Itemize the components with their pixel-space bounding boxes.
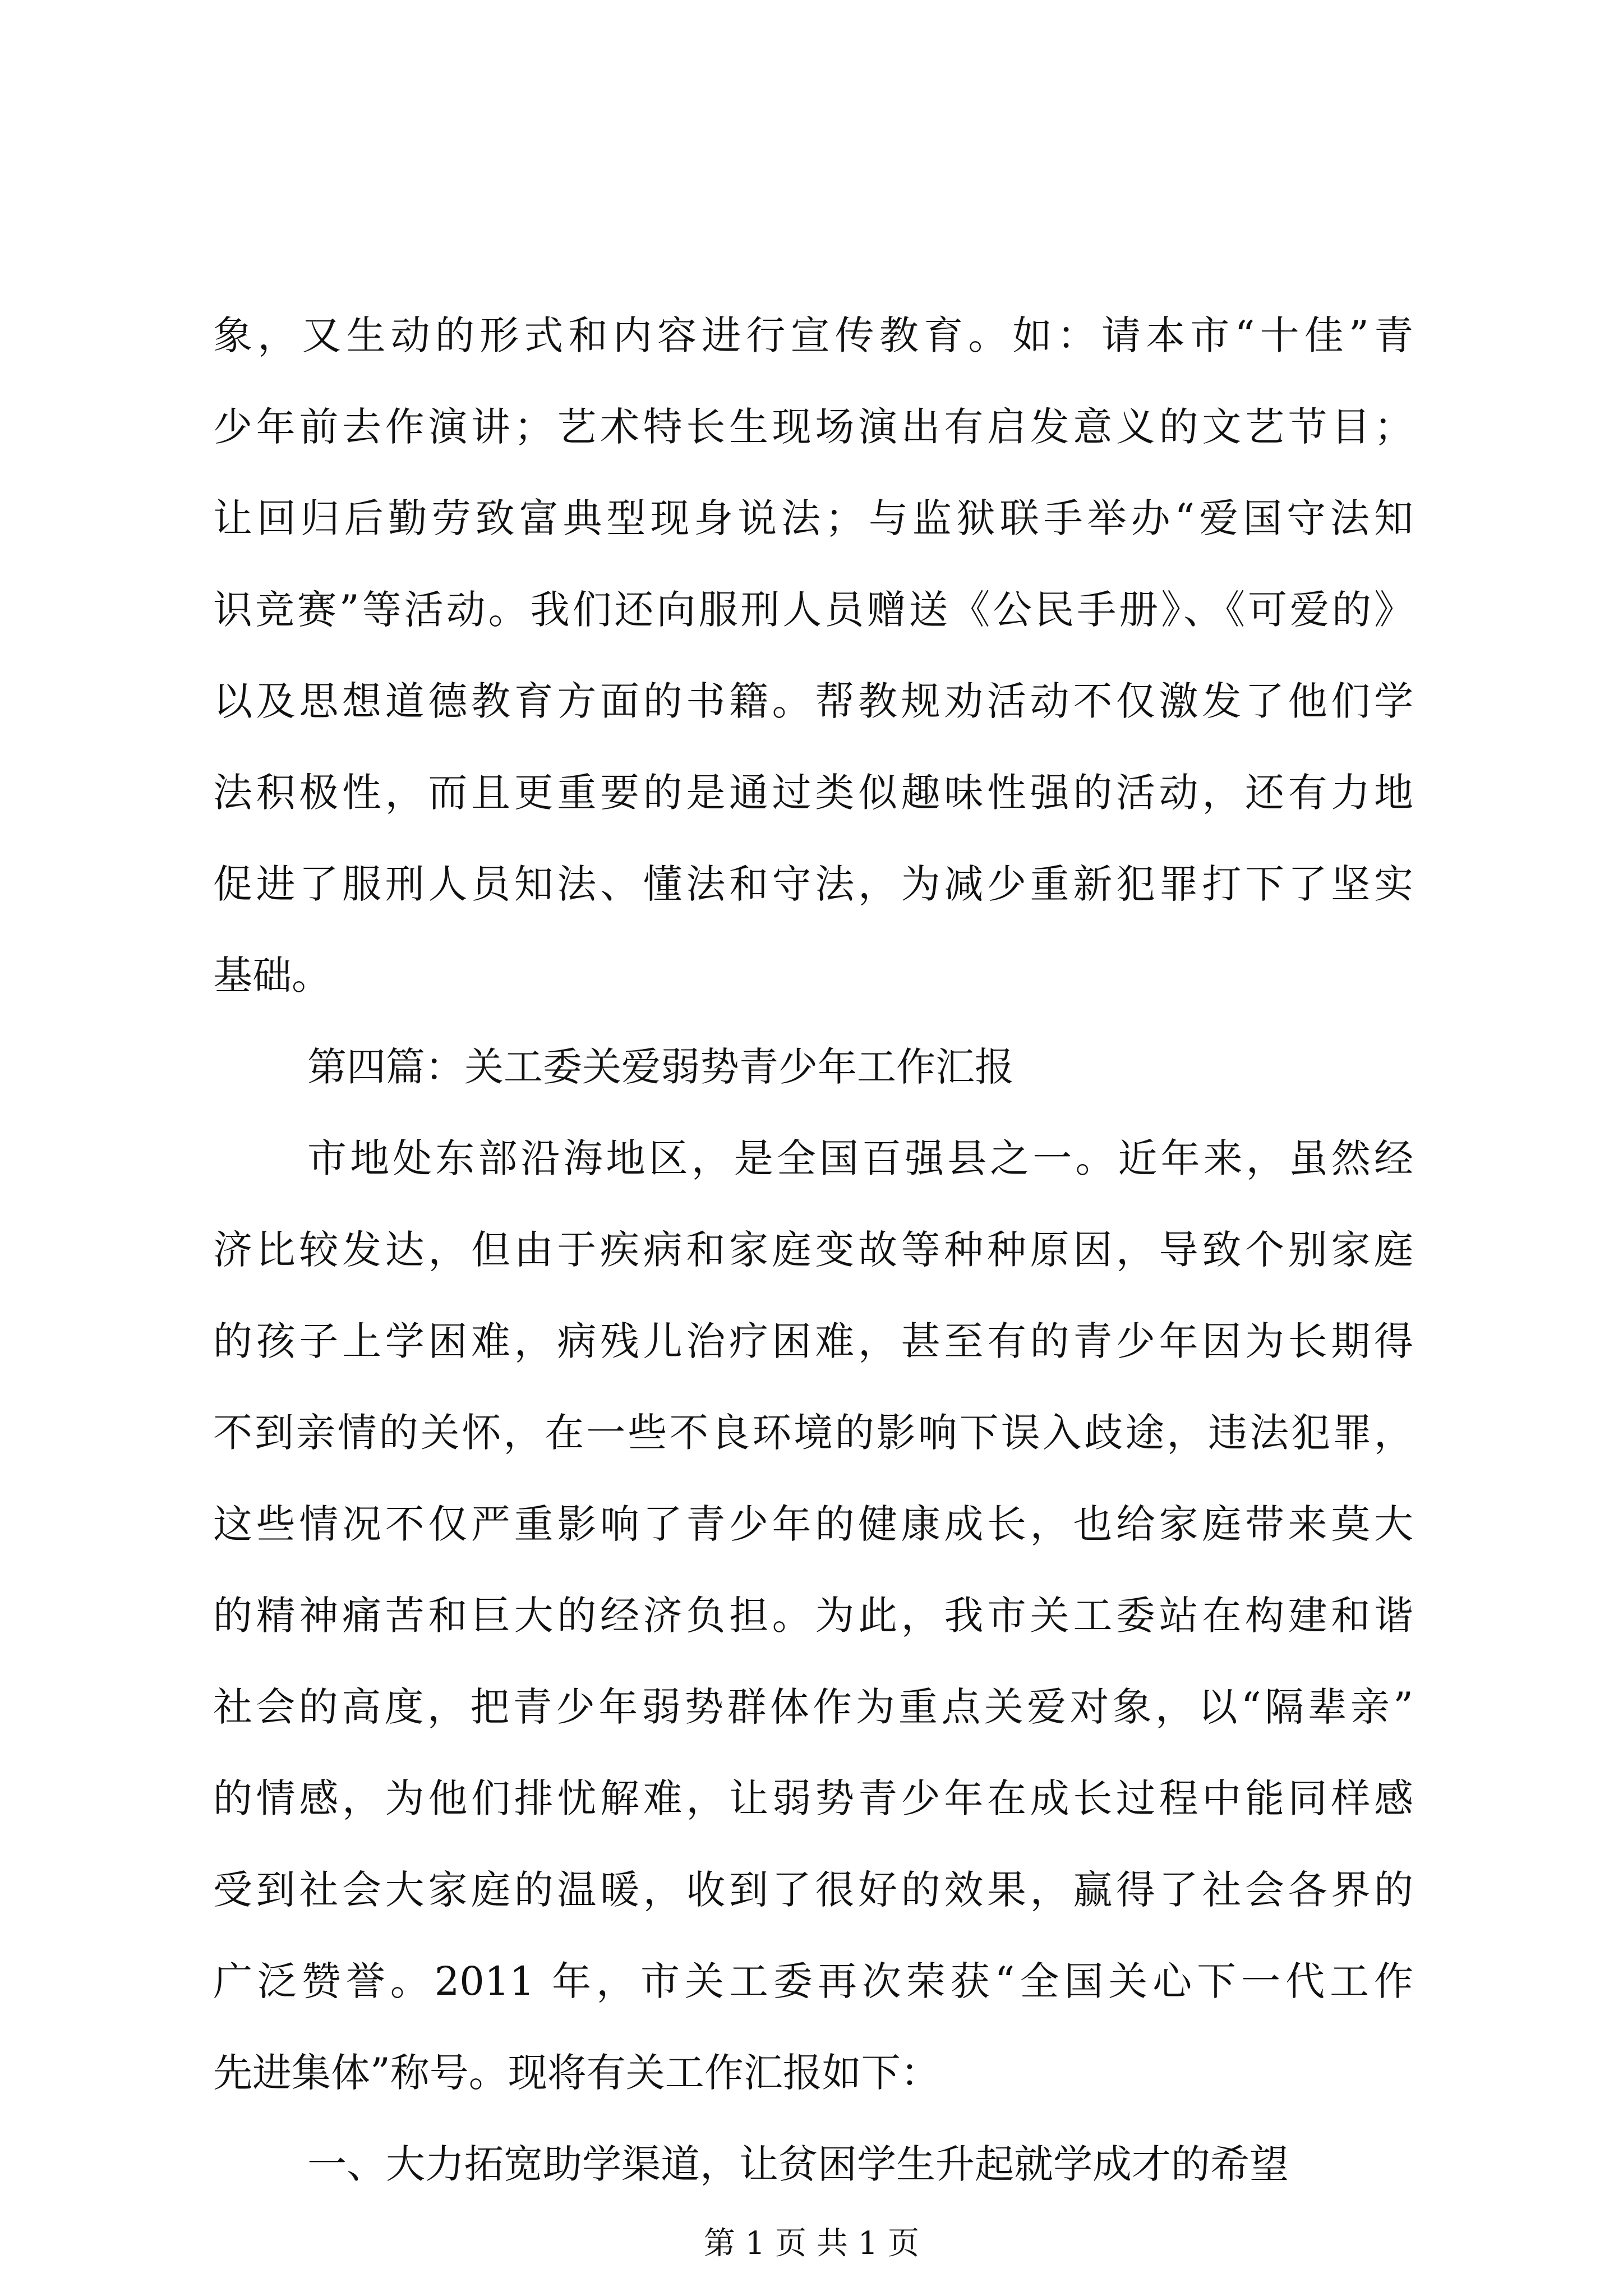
body-line-14: 这些情况不仅严重影响了青少年的健康成长，也给家庭带来莫大 — [213, 1501, 1413, 1547]
body-line-6: 法积极性，而且更重要的是通过类似趣味性强的活动，还有力地 — [213, 770, 1413, 816]
body-line-5: 以及思想道德教育方面的书籍。帮教规劝活动不仅激发了他们学 — [213, 678, 1413, 724]
section-heading: 第四篇：关工委关爱弱势青少年工作汇报 — [307, 1044, 1014, 1090]
body-line-15: 的精神痛苦和巨大的经济负担。为此，我市关工委站在构建和谐 — [213, 1593, 1413, 1639]
body-line-19: 广泛赞誉。2011 年，市关工委再次荣获“全国关心下一代工作 — [213, 1958, 1413, 2004]
body-line-10: 市地处东部沿海地区，是全国百强县之一。近年来，虽然经 — [307, 1135, 1413, 1181]
body-line-17: 的情感，为他们排忧解难，让弱势青少年在成长过程中能同样感 — [213, 1775, 1413, 1821]
body-line-2: 少年前去作演讲；艺术特长生现场演出有启发意义的文艺节目； — [213, 404, 1413, 450]
subsection-heading: 一、大力拓宽助学渠道，让贫困学生升起就学成才的希望 — [307, 2141, 1289, 2187]
page-footer: 第 1 页 共 1 页 — [703, 2225, 920, 2262]
body-line-12: 的孩子上学困难，病残儿治疗困难，甚至有的青少年因为长期得 — [213, 1318, 1413, 1364]
body-line-20: 先进集体”称号。现将有关工作汇报如下： — [213, 2050, 940, 2096]
body-line-18: 受到社会大家庭的温暖，收到了很好的效果，赢得了社会各界的 — [213, 1867, 1413, 1913]
body-line-1: 象，又生动的形式和内容进行宣传教育。如：请本市“十佳”青 — [213, 312, 1413, 358]
body-line-8: 基础。 — [213, 953, 331, 999]
body-line-3: 让回归后勤劳致富典型现身说法；与监狱联手举办“爱国守法知 — [213, 495, 1413, 541]
body-line-7: 促进了服刑人员知法、懂法和守法，为减少重新犯罪打下了坚实 — [213, 861, 1413, 907]
body-line-4: 识竞赛”等活动。我们还向服刑人员赠送《公民手册》、《可爱的》 — [213, 587, 1413, 633]
body-line-16: 社会的高度，把青少年弱势群体作为重点关爱对象，以“隔辈亲” — [213, 1684, 1413, 1730]
body-line-13: 不到亲情的关怀，在一些不良环境的影响下误入歧途，违法犯罪， — [213, 1410, 1413, 1456]
body-line-11: 济比较发达，但由于疾病和家庭变故等种种原因，导致个别家庭 — [213, 1227, 1413, 1273]
